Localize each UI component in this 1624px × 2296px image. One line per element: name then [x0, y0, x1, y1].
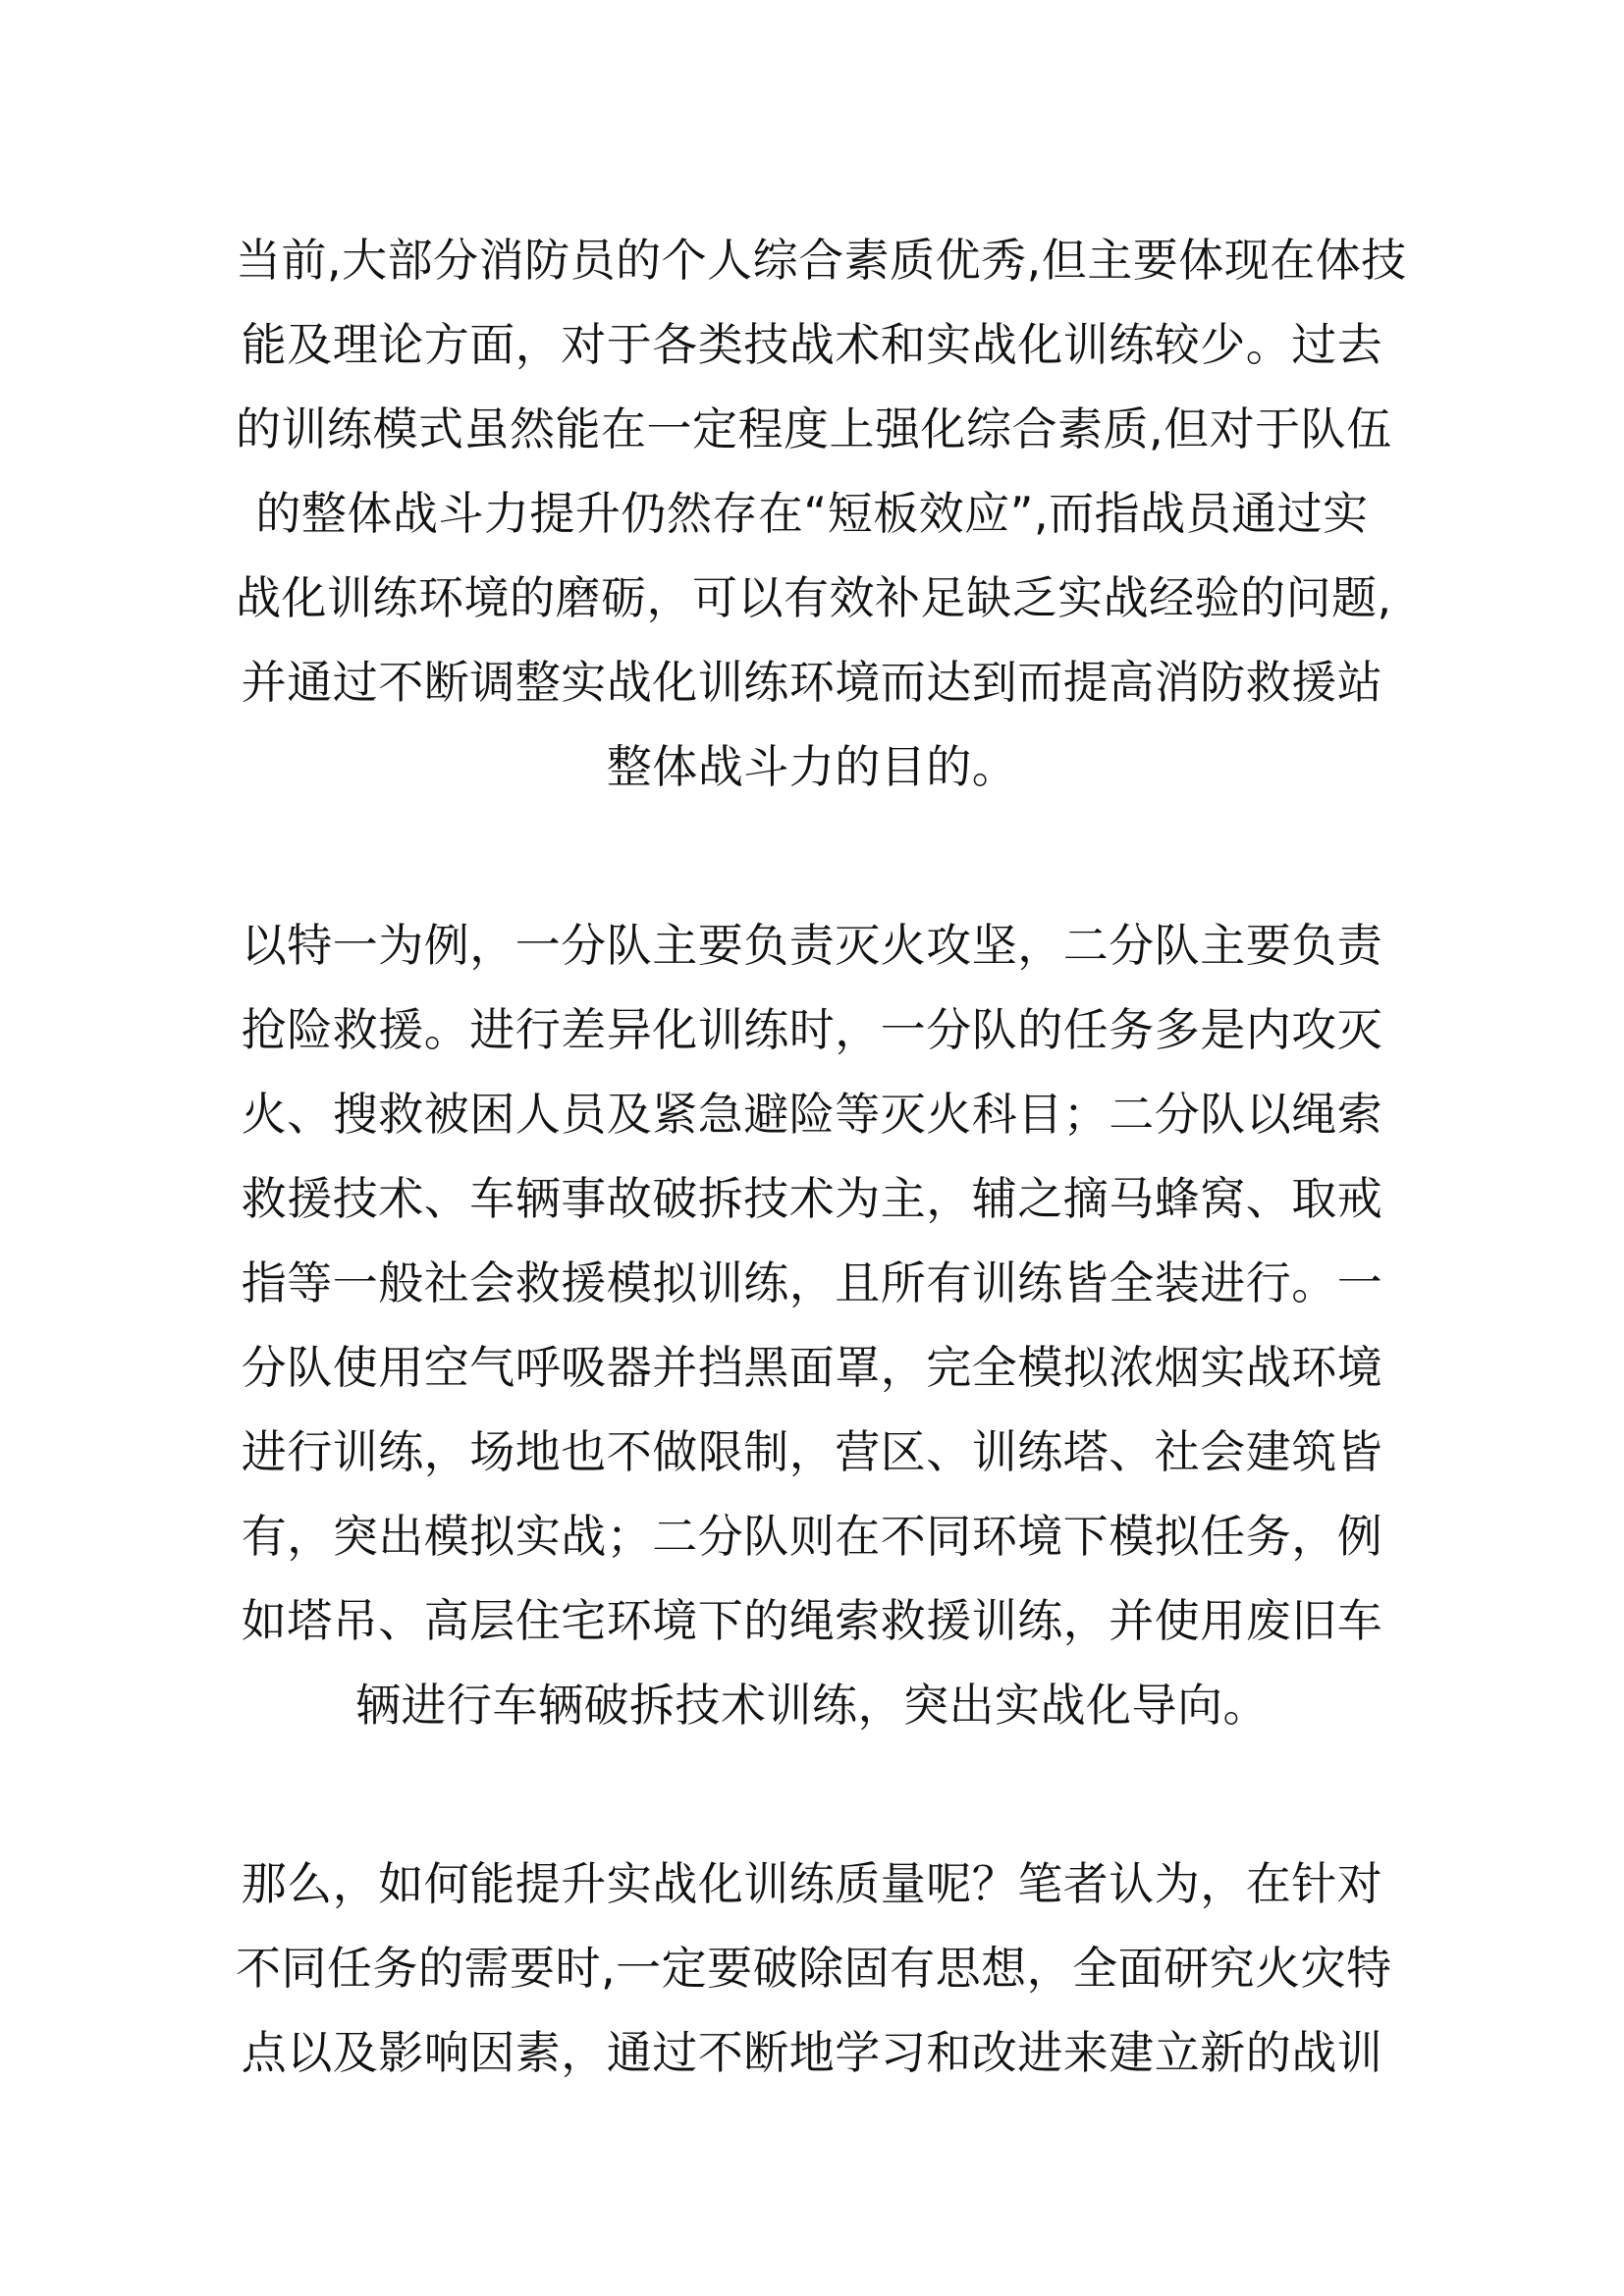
text-line: 不同任务的需要时,一定要破除固有思想，全面研究火灾特 [236, 1942, 1392, 1995]
text-line: 整体战斗力的目的。 [606, 740, 1018, 793]
text-line: 进行训练，场地也不做限制，营区、训练塔、社会建筑皆 [241, 1425, 1383, 1478]
text-line: 指等一般社会救援模拟训练，且所有训练皆全装进行。一 [241, 1256, 1383, 1309]
text-line: 能及理论方面，对于各类技战术和实战化训练较少。过去 [241, 318, 1383, 371]
paragraph-3 [236, 1842, 1392, 2095]
text-line: 辆进行车辆破拆技术训练，突出实战化导向。 [355, 1679, 1269, 1732]
text-line: 那么，如何能提升实战化训练质量呢？笔者认为，在针对 [241, 1857, 1383, 1910]
text-line: 如塔吊、高层住宅环境下的绳索救援训练，并使用废旧车 [241, 1594, 1383, 1647]
text-line: 救援技术、车辆事故破拆技术为主，辅之摘马蜂窝、取戒 [241, 1172, 1383, 1225]
text-line: 火、搜救被困人员及紧急避险等灭火科目；二分队以绳索 [241, 1088, 1383, 1141]
text-line: 当前,大部分消防员的个人综合素质优秀,但主要体现在体技 [236, 234, 1407, 287]
text-line: 的整体战斗力提升仍然存在“短板效应”,而指战员通过实 [255, 487, 1369, 540]
text-line: 战化训练环境的磨砺，可以有效补足缺乏实战经验的问题, [236, 571, 1392, 624]
text-line: 的训练模式虽然能在一定程度上强化综合素质,但对于队伍 [236, 402, 1392, 455]
text-line: 抢险救援。进行差异化训练时，一分队的任务多是内攻灭 [241, 1003, 1383, 1056]
paragraph-2 [236, 903, 1388, 1747]
text-line: 点以及影响因素，通过不断地学习和改进来建立新的战训 [241, 2026, 1383, 2079]
paragraph-1 [236, 218, 1407, 809]
text-line: 并通过不断调整实战化训练环境而达到而提高消防救援站 [241, 656, 1383, 709]
text-line: 以特一为例，一分队主要负责灭火攻坚，二分队主要负责 [241, 919, 1383, 972]
text-line: 分队使用空气呼吸器并挡黑面罩，完全模拟浓烟实战环境 [241, 1341, 1383, 1394]
text-line: 有，突出模拟实战；二分队则在不同环境下模拟任务，例 [241, 1510, 1383, 1563]
